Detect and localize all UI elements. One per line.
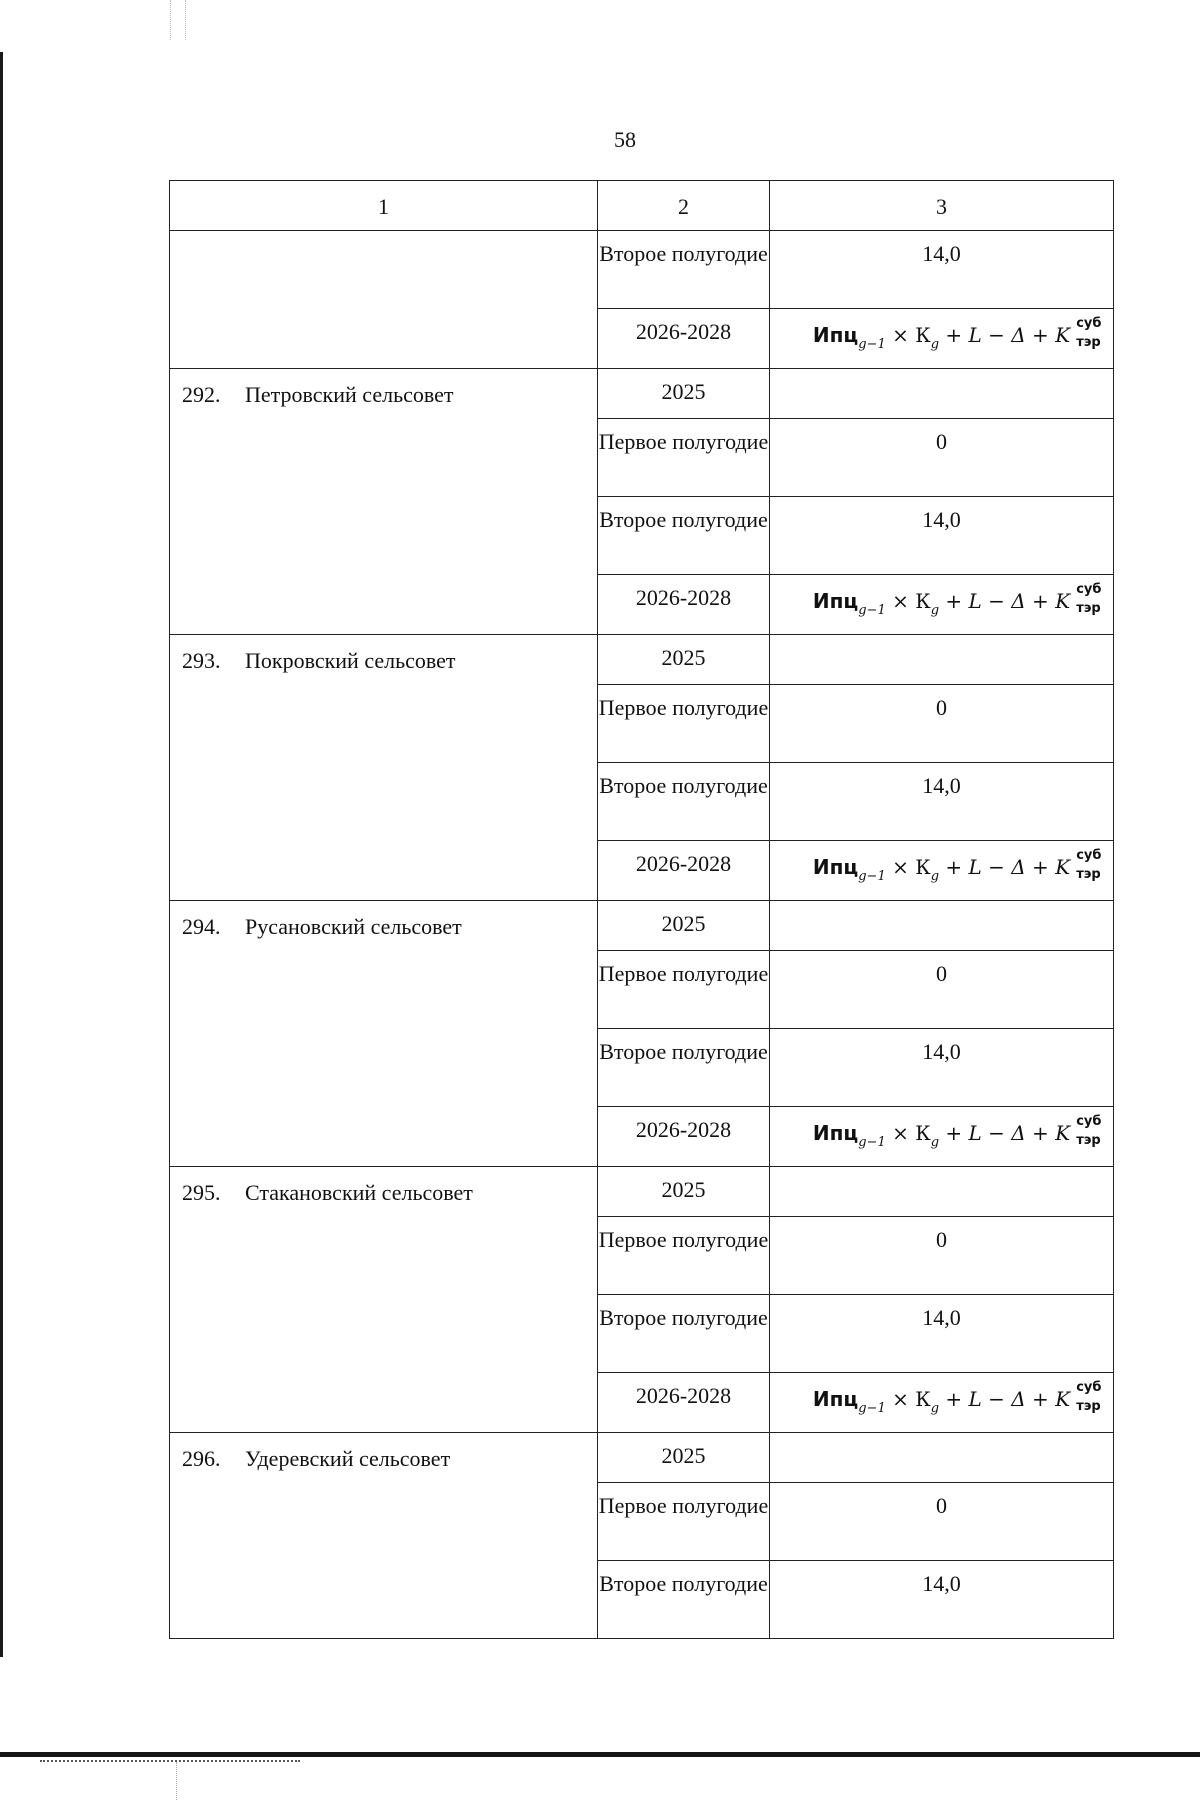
period-cell: 2026-2028: [598, 1107, 770, 1167]
period-cell: 2025: [598, 369, 770, 419]
value-cell: [770, 369, 1114, 419]
scan-binding-mark: [170, 0, 186, 40]
value-cell: 14,0: [770, 1295, 1114, 1373]
formula-cell: [770, 841, 1114, 901]
period-cell: Первое полугодие: [598, 1217, 770, 1295]
table-row: [170, 901, 1114, 951]
tariff-formula: $Ипц_{g-1} \times К_g + L - \Delta + K$ суб тэр: [812, 1114, 1102, 1150]
value-cell: 0: [770, 685, 1114, 763]
header-cell-1: 1: [170, 181, 598, 231]
period-cell: Первое полугодие: [598, 951, 770, 1029]
table-header-row: [170, 181, 1114, 231]
tariff-table: [169, 180, 1114, 1639]
table-row: [170, 635, 1114, 685]
value-cell: [770, 1167, 1114, 1217]
period-cell: 2025: [598, 635, 770, 685]
settlement-number: 296.: [182, 1446, 221, 1471]
value-cell: 14,0: [770, 497, 1114, 575]
settlement-name-cell: [170, 369, 598, 635]
period-cell: Первое полугодие: [598, 1483, 770, 1561]
period-cell: 2026-2028: [598, 841, 770, 901]
value-cell: 0: [770, 951, 1114, 1029]
value-cell: 14,0: [770, 1029, 1114, 1107]
period-cell: Второе полугодие: [598, 763, 770, 841]
settlement-name: Стакановский сельсовет: [245, 1180, 473, 1205]
value-cell: 0: [770, 1483, 1114, 1561]
settlement-number: 294.: [182, 914, 221, 939]
formula-cell: [770, 309, 1114, 369]
value-cell: 14,0: [770, 1561, 1114, 1639]
settlement-number: 293.: [182, 648, 221, 673]
value-cell: [770, 1433, 1114, 1483]
settlement-number: 292.: [182, 382, 221, 407]
period-cell: Второе полугодие: [598, 1029, 770, 1107]
period-cell: Второе полугодие: [598, 1295, 770, 1373]
period-cell: Второе полугодие: [598, 231, 770, 309]
settlement-name: Русановский сельсовет: [245, 914, 462, 939]
period-cell: Первое полугодие: [598, 685, 770, 763]
settlement-name-cell: [170, 901, 598, 1167]
value-cell: 14,0: [770, 763, 1114, 841]
header-cell-2: 2: [598, 181, 770, 231]
formula-cell: [770, 575, 1114, 635]
tariff-formula: $Ипц_{g-1} \times К_g + L - \Delta + K$ суб тэр: [812, 848, 1102, 884]
formula-cell: [770, 1107, 1114, 1167]
period-cell: Второе полугодие: [598, 1561, 770, 1639]
value-cell: 0: [770, 1217, 1114, 1295]
period-cell: 2026-2028: [598, 1373, 770, 1433]
period-cell: 2025: [598, 1433, 770, 1483]
settlement-name-cell: [170, 1167, 598, 1433]
period-cell: Второе полугодие: [598, 497, 770, 575]
settlement-name-cell: [170, 1433, 598, 1639]
period-cell: Первое полугодие: [598, 419, 770, 497]
scan-left-edge: [0, 52, 3, 1657]
table-row: [170, 231, 1114, 309]
settlement-number: 295.: [182, 1180, 221, 1205]
period-cell: 2026-2028: [598, 309, 770, 369]
period-cell: 2025: [598, 901, 770, 951]
settlement-name: Удеревский сельсовет: [245, 1446, 451, 1471]
period-cell: 2026-2028: [598, 575, 770, 635]
tariff-formula: $Ипц_{g-1} \times К_g + L - \Delta + K$ суб тэр: [812, 316, 1102, 352]
formula-cell: [770, 1373, 1114, 1433]
scan-bottom-noise: [40, 1757, 300, 1762]
table-row: [170, 1167, 1114, 1217]
value-cell: [770, 901, 1114, 951]
value-cell: 0: [770, 419, 1114, 497]
settlement-name: Покровский сельсовет: [245, 648, 456, 673]
value-cell: 14,0: [770, 231, 1114, 309]
table-row: [170, 1433, 1114, 1483]
tariff-formula: $Ипц_{g-1} \times К_g + L - \Delta + K$ суб тэр: [812, 582, 1102, 618]
scan-binding-mark-bottom: [176, 1762, 180, 1800]
settlement-name: Петровский сельсовет: [245, 382, 454, 407]
header-cell-3: 3: [770, 181, 1114, 231]
page-number: 58: [614, 127, 636, 152]
table-row: [170, 369, 1114, 419]
tariff-formula: $Ипц_{g-1} \times К_g + L - \Delta + K$ суб тэр: [812, 1380, 1102, 1416]
settlement-name-cell-empty: [170, 231, 598, 369]
value-cell: [770, 635, 1114, 685]
settlement-name-cell: [170, 635, 598, 901]
period-cell: 2025: [598, 1167, 770, 1217]
